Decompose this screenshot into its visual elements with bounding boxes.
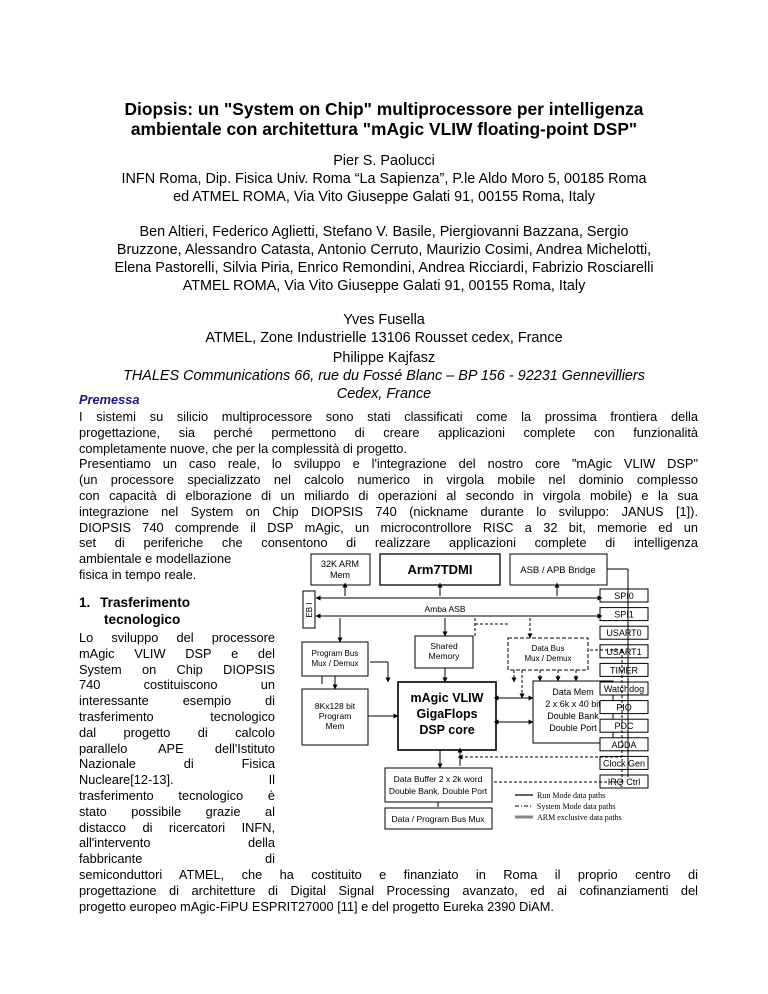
program-bus-label: Program Bus [311,649,359,658]
dsp-core-label: GigaFlops [416,707,478,721]
program-bus-label: Mux / Demux [311,659,359,668]
text-line: con capacità di elborazione di un miliardo di operazioni al secondo in virgola mobile) e la sua [79,487,698,503]
text-line: Nazionale di Fisica [79,756,275,772]
dsp-core-label: DSP core [419,723,475,737]
amba-label: Amba ASB [424,604,466,614]
text-line: completamente nuove, che per la complessità di progetto. [79,440,407,456]
text-line: trasferimento tecnologico è [79,787,275,803]
peripheral-label: USART1 [606,646,642,657]
author-affiliation: THALES Communications 66, rue du Fossé Blanc – BP 156 - 92231 Gennevilliers [123,368,645,384]
section-1-column [79,630,275,867]
author-affiliation: ed ATMEL ROMA, Via Vito Giuseppe Galati 91, 00155 Roma, Italy [173,189,595,205]
program-mem-label: Mem [325,721,345,731]
author-name: Philippe Kajfasz [332,350,436,366]
text-line: fabbricante di [79,851,275,867]
section-title: Trasferimento [100,595,191,610]
author-name: Pier S. Paolucci [333,153,435,169]
author-list: Elena Pastorelli, Silvia Piria, Enrico Remondini, Andrea Ricciardi, Fabrizio Rosciarelli [114,260,654,276]
text-line: Nucleare[12-13]. Il [79,772,275,788]
peripheral-label: TIMER [610,665,638,676]
author-name: Yves Fusella [343,312,425,328]
author-affiliation: INFN Roma, Dip. Fisica Univ. Roma “La Sapienza”, P.le Aldo Moro 5, 00185 Roma [121,171,647,187]
text-line: progettazione, sia perché permettono di creare applicazioni complete con funzionalità [79,424,698,440]
text-line: System on Chip DIOPSIS [79,661,275,677]
data-bus-label: Mux / Demux [524,654,572,663]
text-line: all'intervento della [79,835,275,851]
text-line: Presentiamo un caso reale, lo sviluppo e l'integrazione del nostro core "mAgic VLIW DSP" [79,456,698,472]
text-line: dal progetto di calcolo [79,724,275,740]
ebi-label: EB I [305,602,314,618]
program-mem-label: Program [318,711,352,721]
data-mem-label: Double Bank [547,711,599,721]
program-mem-label: 8Kx128 bit [314,701,356,711]
author-affiliation: Cedex, France [336,386,432,402]
legend-system-mode: System Mode data paths [537,802,616,811]
author-affiliation: ATMEL, Zone Industrielle 13106 Rousset cedex, France [205,330,563,346]
peripheral-label: PDC [614,721,634,732]
text-line: progettazione di architetture di Digital Signal Processing avanzato, ed ai cofinanziamenti del [79,882,698,898]
bus-mux-label: Data / Program Bus Mux [391,814,485,824]
text-line: Lo sviluppo del processore [79,630,275,645]
paper-title-line-1: Diopsis: un "System on Chip" multiprocessore per intelligenza [124,99,644,119]
section-heading-1 [79,595,275,611]
text-line: DIOPSIS 740 comprende il DSP mAgic, un microcontrollore RISC a 32 bit, memorie ed un [79,519,698,535]
shared-memory-label: Shared [430,641,458,651]
section-1-paragraph [79,867,698,914]
text-line: fisica in tempo reale. [79,566,197,582]
data-buffer-label: Data Buffer 2 x 2k word [393,774,483,784]
peripheral-label: Watchdog [603,684,645,694]
data-buffer-label: Double Bank, Double Port [388,786,488,796]
premessa-paragraph [79,409,698,551]
arm-mem-label: 32K ARM [320,559,360,569]
text-line: interessante esempio di [79,693,275,709]
text-line: ambientale e modellazione [79,551,232,566]
author-list: Bruzzone, Alessandro Catasta, Antonio Cerruto, Maurizio Cosimi, Andrea Michelotti, [116,242,652,258]
text-line: set di periferiche che consentono di realizzare applicazioni complete di intelligenza [79,535,698,551]
text-line: progetto europeo mAgic-FiPU ESPRIT27000 [11] e del progetto Eureka 2390 DiAM. [79,898,554,914]
text-line: parallelo APE dell'Istituto [79,740,275,756]
dsp-core-label: mAgic VLIW [410,691,484,705]
text-line: 740 costituiscono un [79,677,275,693]
shared-memory-label: Memory [428,651,460,661]
text-line: (un processore specializzato nel calcolo numerico in virgola mobile nel dominio complesso [79,472,698,488]
diopsis-block-diagram [300,552,650,864]
peripheral-label: PIO [616,702,632,713]
data-mem-label: Double Port [549,723,597,733]
text-line: integrazione nel System on Chip DIOPSIS 740 (nickname durante lo sviluppo: JANUS [1]). [79,503,698,519]
author-affiliation: ATMEL ROMA, Via Vito Giuseppe Galati 91, 00155 Roma, Italy [182,278,586,294]
peripheral-label: SPI1 [614,609,634,620]
peripheral-label: USART0 [606,628,642,639]
text-line: distacco di ricercatori INFN, [79,819,275,835]
text-line: semiconduttori ATMEL, che ha costituito e finanziato in Roma il proprio centro di [79,867,698,882]
section-number: 1. [79,595,91,610]
data-mem-label: Data Mem [552,687,594,697]
arm-mem-label: Mem [330,570,350,580]
arm-core-label: Arm7TDMI [407,562,473,577]
legend-arm-exclusive: ARM exclusive data paths [537,813,622,822]
bridge-label: ASB / APB Bridge [520,565,596,576]
text-line: I sistemi su silicio multiprocessore sono stati classificati come la prossima frontiera della [79,409,698,424]
peripheral-label: SPI0 [614,591,634,601]
legend-run-mode: Run Mode data paths [537,791,606,800]
data-bus-label: Data Bus [531,644,565,653]
peripheral-label: IRQ Ctrl [607,777,641,787]
text-line: mAgic VLIW DSP e del [79,645,275,661]
author-list: Ben Altieri, Federico Aglietti, Stefano V. Basile, Piergiovanni Bazzana, Sergio [139,224,629,240]
section-heading-premessa: Premessa [79,392,140,407]
peripheral-label: ADDA [611,739,637,750]
peripheral-label: Clock Gen [602,758,646,769]
text-line: stato possibile grazie al [79,803,275,819]
data-mem-label: 2 x 6k x 40 bit [545,699,601,709]
premessa-tail [79,551,275,583]
text-line: trasferimento tecnologico [79,708,275,724]
section-title-line-2: tecnologico [104,612,181,627]
paper-title-line-2: ambientale con architettura "mAgic VLIW floating-point DSP" [130,119,638,139]
